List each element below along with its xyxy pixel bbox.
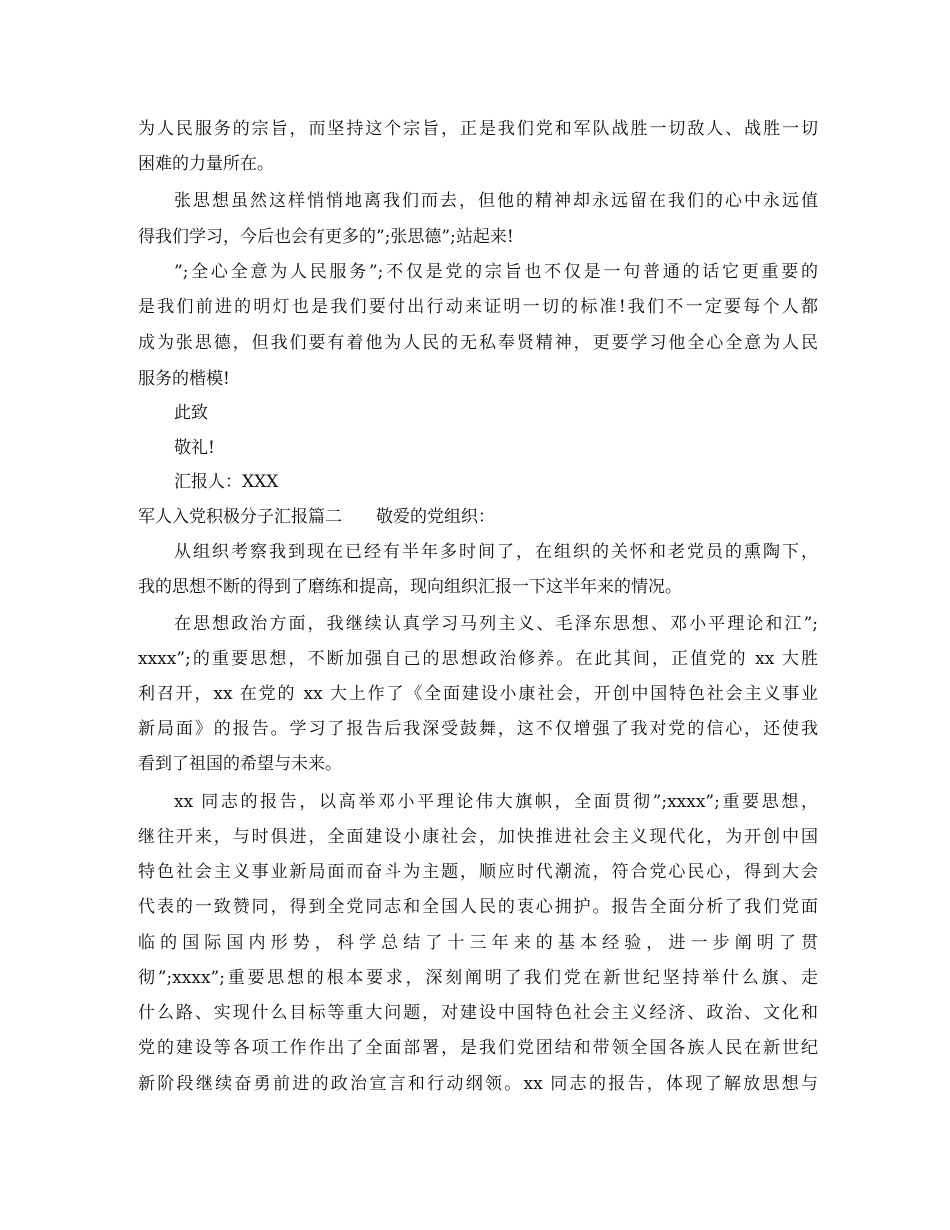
text-line: 成为张思德，但我们要有着他为人民的无私奉贤精神，更要学习他全心全意为人民 [138,333,818,353]
text-line: 此致 [174,403,208,423]
text-line: 我的思想不断的得到了磨练和提高，现向组织汇报一下这半年来的情况。 [138,577,682,597]
text-line: 张思想虽然这样悄悄地离我们而去，但他的精神却永远留在我们的心中永远值 [174,191,818,211]
text-line: 看到了祖国的希望与未来。 [138,754,342,774]
text-line: xxxx”;的重要思想，不断加强自己的思想政治修养。在此其间，正值党的 xx 大胜 [138,649,818,669]
section-heading: 军人入党积极分子汇报篇二 敬爱的党组织： [138,507,495,527]
text-line: 继往开来，与时俱进，全面建设小康社会，加快推进社会主义现代化，为开创中国 [138,827,818,847]
text-line: 什么路、实现什么目标等重大问题，对建设中国特色社会主义经济、政治、文化和 [138,1003,818,1023]
text-line: 新局面》的报告。学习了报告后我深受鼓舞，这不仅增强了我对党的信心，还使我 [138,719,818,739]
text-line: 临的国际国内形势，科学总结了十三年来的基本经验，进一步阐明了贯 [138,933,818,953]
text-line: 得我们学习，今后也会有更多的”;张思德”;站起来! [138,227,514,247]
text-line: 是我们前进的明灯也是我们要付出行动来证明一切的标准!我们不一定要每个人都 [138,297,818,317]
text-line: 代表的一致赞同，得到全党同志和全国人民的衷心拥护。报告全面分析了我们党面 [138,897,818,917]
text-line: 党的建设等各项工作作出了全面部署，是我们党团结和带领全国各族人民在新世纪 [138,1038,818,1058]
text-line: 彻”;xxxx”;重要思想的根本要求，深刻阐明了我们党在新世纪坚持举什么旗、走 [138,968,818,988]
text-line: 特色社会主义事业新局面而奋斗为主题，顺应时代潮流，符合党心民心，得到大会 [138,862,818,882]
text-line: 从组织考察我到现在已经有半年多时间了，在组织的关怀和老党员的熏陶下， [174,542,818,562]
text-line: 利召开，xx 在党的 xx 大上作了《全面建设小康社会，开创中国特色社会主义事业 [138,684,818,704]
text-line: 为人民服务的宗旨，而坚持这个宗旨，正是我们党和军队战胜一切敌人、战胜一切 [138,119,818,139]
text-line: 服务的楷模! [138,369,230,389]
text-line: 困难的力量所在。 [138,154,274,174]
text-line: 在思想政治方面，我继续认真学习马列主义、毛泽东思想、邓小平理论和江”; [174,614,818,634]
text-line: 敬礼! [174,438,215,458]
text-line: 新阶段继续奋勇前进的政治宣言和行动纲领。xx 同志的报告，体现了解放思想与 [138,1074,818,1094]
text-line: xx 同志的报告，以高举邓小平理论伟大旗帜，全面贯彻”;xxxx”;重要思想， [174,792,818,812]
text-line: ”;全心全意为人民服务”;不仅是党的宗旨也不仅是一句普通的话它更重要的 [174,262,818,282]
text-line: 汇报人：XXX [174,472,279,492]
